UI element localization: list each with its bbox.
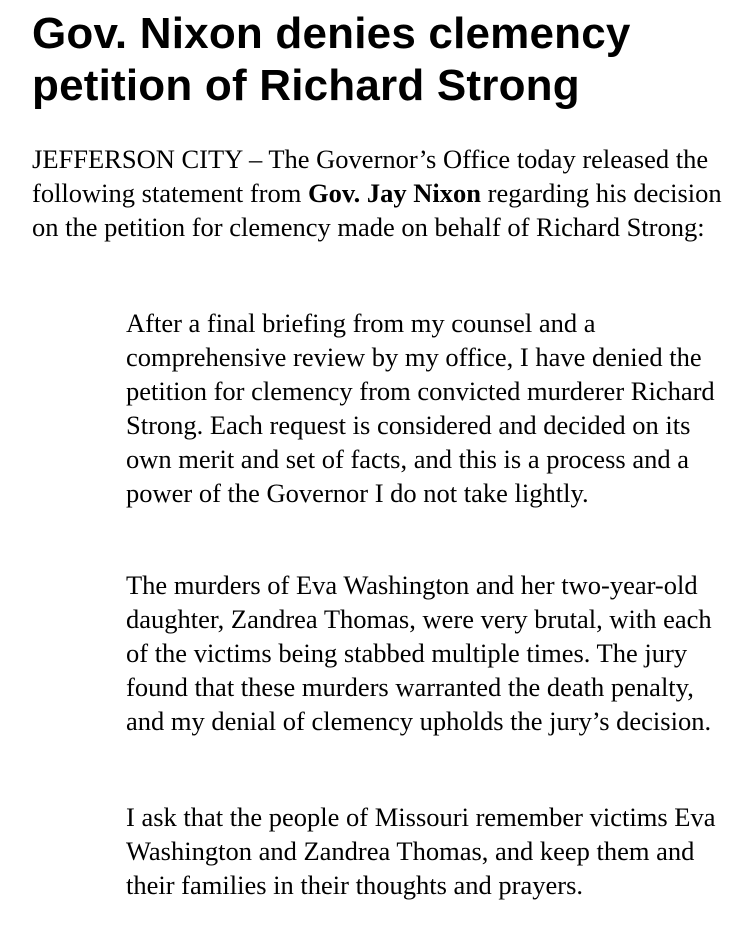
statement-paragraph-3: I ask that the people of Missouri remember victims Eva Washington and Zandrea Thomas, and keep them and their families in their thoughts and prayers. xyxy=(126,802,716,900)
lead-text-before: JEFFERSON CITY – The Governor’s Office today released the following statement from xyxy=(32,144,709,208)
headline: Gov. Nixon denies clemency petition of Richard Strong xyxy=(32,9,631,110)
lead-text-after: regarding his decision on the petition for clemency made on behalf of Richard Strong: xyxy=(32,178,722,242)
lead-paragraph xyxy=(32,142,732,244)
statement-paragraph-1: After a final briefing from my counsel and a comprehensive review by my office, I have denied the petition for clemency from convicted murderer Richard Strong. Each request is considered and decided on its own merit and set of facts, and this is a process and a power of the Governor I do not take lightly. xyxy=(126,308,715,508)
statement-paragraph-2: The murders of Eva Washington and her two-year-old daughter, Zandrea Thomas, were very brutal, with each of the victims being stabbed multiple times. The jury found that these murders warranted the death penalty, and my denial of clemency upholds the jury’s decision. xyxy=(126,570,712,736)
governor-name: Gov. Jay Nixon xyxy=(308,178,482,208)
